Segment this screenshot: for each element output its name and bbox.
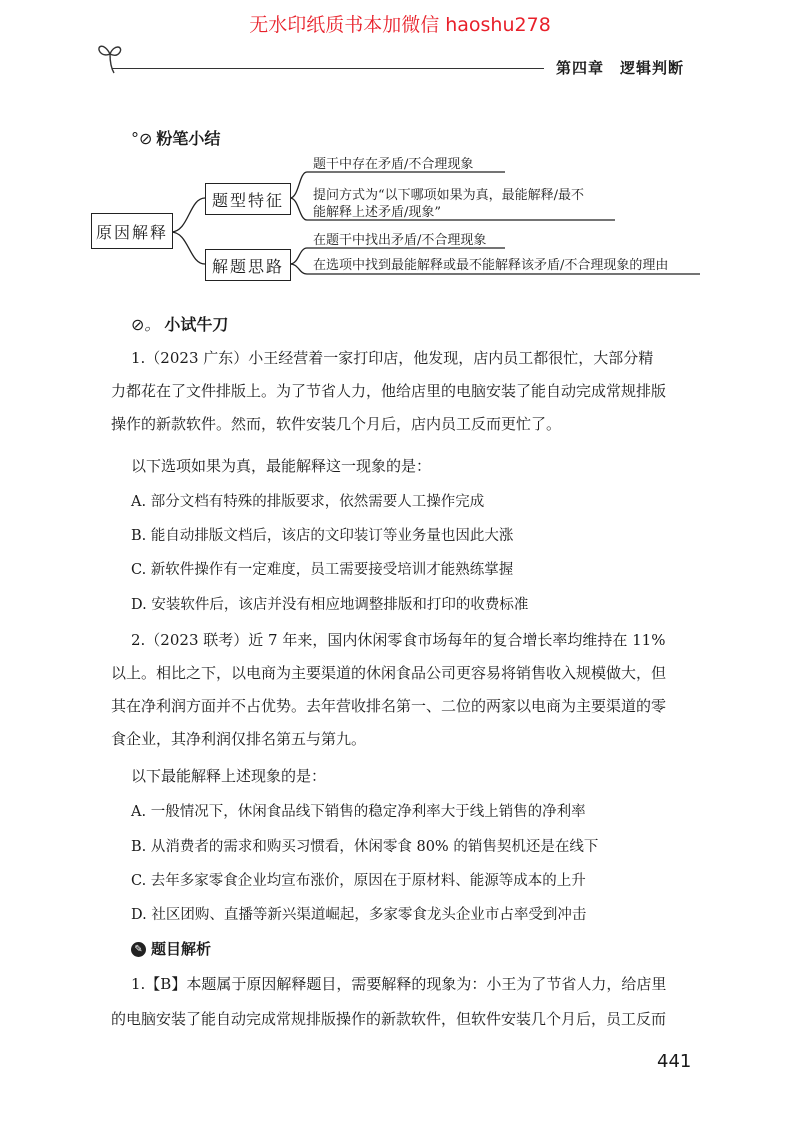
q1-option-c: C. 新软件操作有一定难度，员工需要接受培训才能熟练掌握 [131,562,514,578]
q2-line-2: 以上。相比之下，以电商为主要渠道的休闲食品公司更容易将销售收入规模做大，但 [111,664,667,682]
q1-prompt: 以下选项如果为真，最能解释这一现象的是： [131,457,432,475]
approach-leaf-1: 在题干中找出矛盾/不合理现象 [313,233,487,248]
analysis-line-2: 的电脑安装了能自动完成常规排版操作的新款软件，但软件安装几个月后，员工反而 [111,1010,667,1028]
root-node: 原因解释 [91,213,173,249]
watermark-text: 无水印纸质书本加微信 haoshu278 [249,14,551,36]
practice-title: 小试牛刀 [164,315,229,334]
leaf-icon [96,40,124,76]
branch-node-approach: 解题思路 [205,249,291,281]
q1-line-1: 1.（2023 广东）小王经营着一家打印店，他发现，店内员工都很忙，大部分精 [131,349,654,367]
branch-node-features: 题型特征 [205,183,291,215]
approach-leaf-2: 在选项中找到最能解释或最不能解释该矛盾/不合理现象的理由 [313,258,669,273]
pen-icon: °⊘ [131,129,153,148]
q2-option-a: A. 一般情况下，休闲食品线下销售的稳定净利率大于线上销售的净利率 [131,804,586,820]
q2-line-3: 其在净利润方面并不占优势。去年营收排名第一、二位的两家以电商为主要渠道的零 [111,697,667,715]
page-number: 441 [657,1051,692,1072]
q1-option-d: D. 安装软件后，该店并没有相应地调整排版和打印的收费标准 [131,597,529,613]
chapter-title: 第四章 逻辑判断 [556,59,685,77]
practice-heading [131,312,228,335]
feature-leaf-3: 能解释上述矛盾/现象” [313,205,442,220]
q2-line-1: 2.（2023 联考）近 7 年来，国内休闲零食市场每年的复合增长率均维持在 11% [131,631,666,649]
q2-prompt: 以下最能解释上述现象的是： [131,767,327,785]
header-rule [112,68,544,69]
q2-line-4: 食企业，其净利润仅排名第五与第九。 [111,730,367,748]
q1-option-b: B. 能自动排版文档后，该店的文印装订等业务量也因此大涨 [131,528,514,544]
analysis-line-1: 1.【B】本题属于原因解释题目，需要解释的现象为：小王为了节省人力，给店里 [131,975,667,993]
analysis-heading [131,938,211,959]
analysis-icon: ✎ [131,942,146,957]
q1-line-3: 操作的新款软件。然而，软件安装几个月后，店内员工反而更忙了。 [111,415,562,433]
q1-option-a: A. 部分文档有特殊的排版要求，依然需要人工操作完成 [131,494,485,510]
q2-option-b: B. 从消费者的需求和购买习惯看，休闲零食 80% 的销售契机还是在线下 [131,839,599,855]
q1-line-2: 力都花在了文件排版上。为了节省人力，他给店里的电脑安装了能自动完成常规排版 [111,382,667,400]
summary-title: 粉笔小结 [156,129,221,148]
feature-leaf-2: 提问方式为“以下哪项如果为真，最能解释/最不 [313,188,585,203]
mind-map [85,150,705,280]
pen-icon: ⊘。 [131,315,161,334]
summary-heading [131,126,220,149]
q2-option-d: D. 社区团购、直播等新兴渠道崛起，多家零食龙头企业市占率受到冲击 [131,907,587,923]
feature-leaf-1: 题干中存在矛盾/不合理现象 [313,157,474,172]
analysis-title: 题目解析 [151,940,212,958]
q2-option-c: C. 去年多家零食企业均宣布涨价，原因在于原材料、能源等成本的上升 [131,873,586,889]
